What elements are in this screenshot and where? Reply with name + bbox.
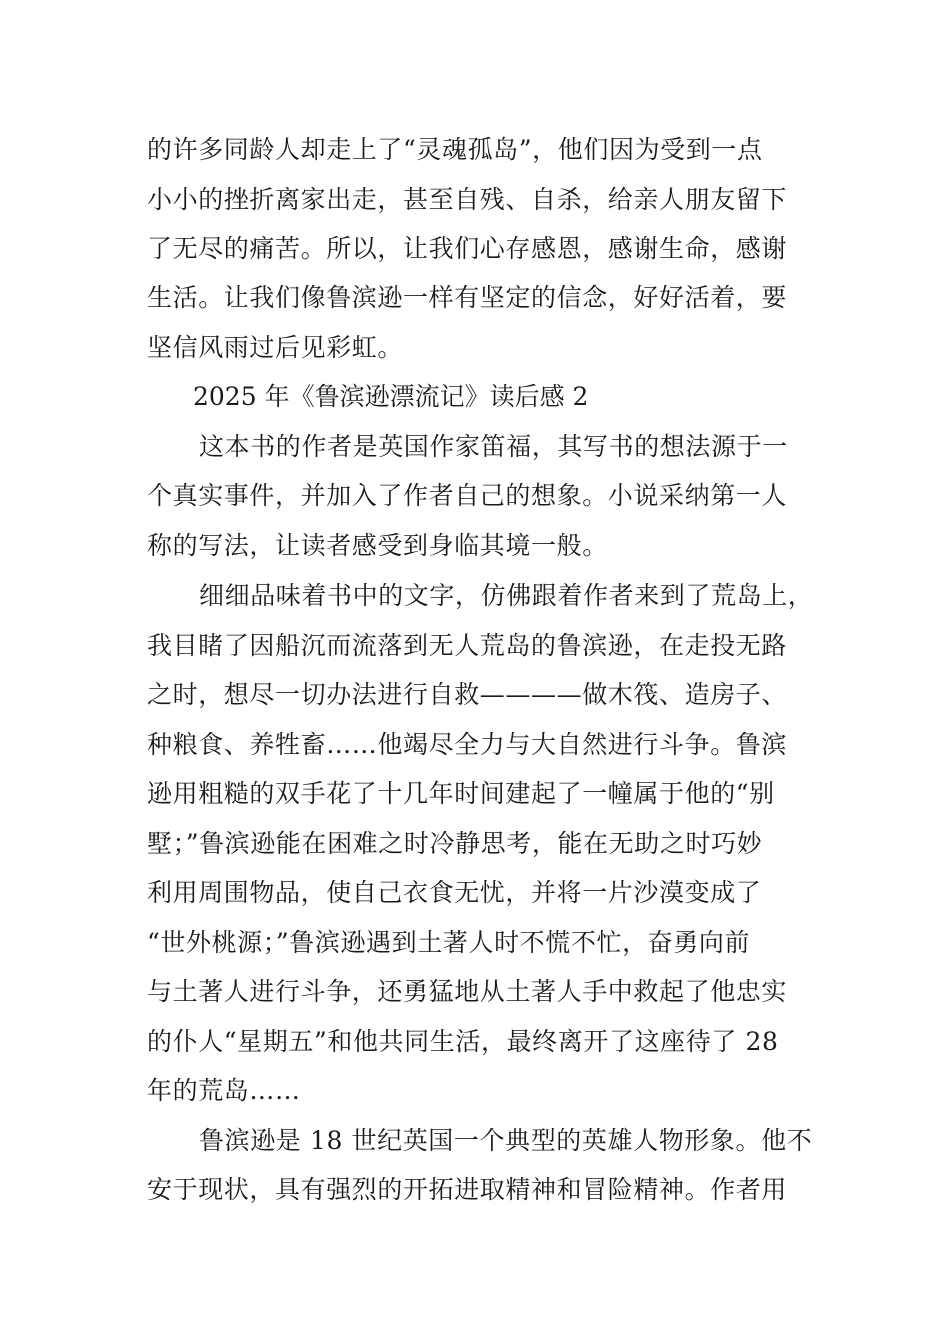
text-line: 安于现状，具有强烈的开拓进取精神和冒险精神。作者用 — [147, 1175, 788, 1204]
text-line: 种粮食、养牲畜……他竭尽全力与大自然进行斗争。鲁滨 — [147, 730, 788, 759]
text-line: 鲁滨逊是 18 世纪英国一个典型的英雄人物形象。他不 — [199, 1126, 813, 1155]
text-line: 称的写法，让读者感受到身临其境一般。 — [147, 531, 608, 560]
text-line: 坚信风雨过后见彩虹。 — [147, 333, 404, 362]
section-title: 2025 年《鲁滨逊漂流记》读后感 2 — [193, 382, 589, 411]
text-line: 与土著人进行斗争，还勇猛地从土著人手中救起了他忠实 — [147, 977, 788, 1006]
text-line: 这本书的作者是英国作家笛福，其写书的想法源于一 — [199, 432, 788, 461]
text-line: 逊用粗糙的双手花了十几年时间建起了一幢属于他的“别 — [147, 779, 775, 808]
text-line: 了无尽的痛苦。所以，让我们心存感恩，感谢生命，感谢 — [147, 234, 788, 263]
text-line: 的许多同龄人却走上了“灵魂孤岛”，他们因为受到一点 — [147, 135, 763, 164]
text-line: 年的荒岛…… — [147, 1076, 301, 1105]
text-line: 利用周围物品，使自己衣食无忧，并将一片沙漠变成了 — [147, 878, 762, 907]
text-line: 生活。让我们像鲁滨逊一样有坚定的信念，好好活着，要 — [147, 283, 788, 312]
text-line: 之时，想尽一切办法进行自救————做木筏、造房子、 — [147, 680, 788, 709]
text-line: “世外桃源；”鲁滨逊遇到土著人时不慌不忙，奋勇向前 — [147, 928, 751, 957]
text-line: 我目睹了因船沉而流落到无人荒岛的鲁滨逊，在走投无路 — [147, 631, 788, 660]
text-line: 细细品味着书中的文字，仿佛跟着作者来到了荒岛上， — [199, 581, 814, 610]
text-line: 的仆人“星期五”和他共同生活，最终离开了这座待了 28 — [147, 1027, 779, 1056]
text-line: 墅；”鲁滨逊能在困难之时冷静思考，能在无助之时巧妙 — [147, 829, 763, 858]
text-line: 个真实事件，并加入了作者自己的想象。小说采纳第一人 — [147, 481, 788, 510]
text-line: 小小的挫折离家出走，甚至自残、自杀，给亲人朋友留下 — [147, 185, 788, 214]
